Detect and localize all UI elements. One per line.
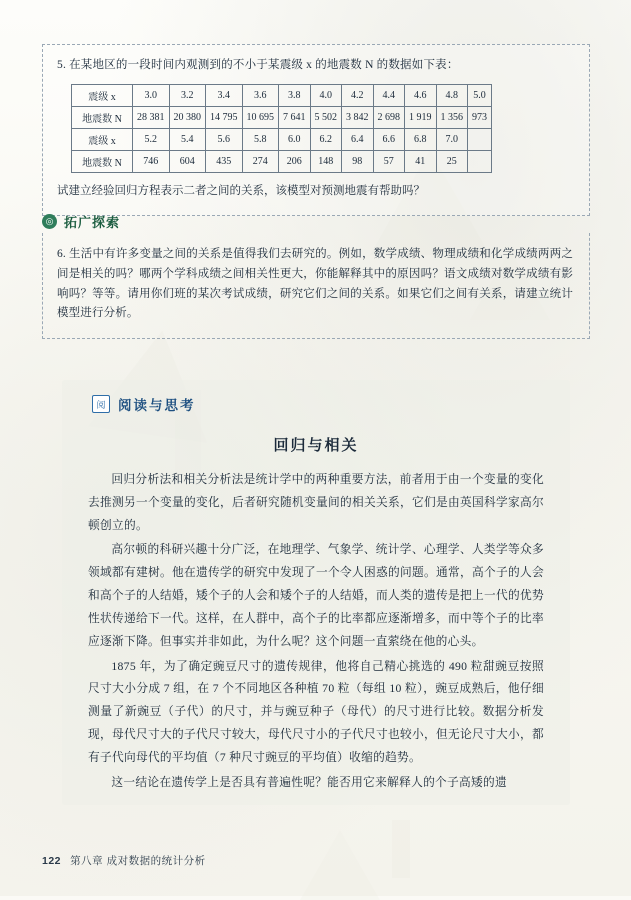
article-paragraph: 回归分析法和相关分析法是统计学中的两种重要方法，前者用于由一个变量的变化去推测另一个变量的变化，后者研究随机变量间的相关关系，它们是由英国科学家高尔顿创立的。 [88,473,544,532]
cell-x1-4: 3.8 [279,84,311,106]
cell-x2-9: 7.0 [436,128,468,150]
cell-x2-5: 6.2 [310,128,342,150]
cell-x2-7: 6.6 [373,128,405,150]
cell-n1-4: 7 641 [279,106,311,128]
cell-x2-6: 6.4 [342,128,374,150]
cell-n2-2: 435 [206,150,243,172]
row-label-count-1: 地震数 N [72,106,133,128]
watermark-bar-bottom-icon [392,820,410,878]
cell-n1-8: 1 919 [405,106,437,128]
cell-x1-3: 3.6 [242,84,279,106]
exercise-6-question: 6. 生活中有许多变量之间的关系是值得我们去研究的。例如，数学成绩、物理成绩和化学成绩两两之间是相关的吗？哪两个学科成绩之间相关性更大，你能解释其中的原因吗？语文成绩对数学成绩有影响吗？等等。请用你们班的某次考试成绩，研究它们之间的关系。如果它们之间有关系，请建立统计模型进行分析。 [57,248,573,320]
article-paragraph: 高尔顿的科研兴趣十分广泛，在地理学、气象学、统计学、心理学、人类学等众多领域都有建树。他在遗传学的研究中发现了一个令人困惑的问题。通常，高个子的人会和高个子的人结婚，矮个子的人会和矮个子的人结婚，而人类的遗传是把上一代的优势性状传递给下一代。这样，在人群中，高个子的比率都应逐渐增多，而中等个子的比率应逐渐下降。但事实并非如此，为什么呢？这个问题一直萦绕在他的心头。 [88,543,544,648]
cell-n2-1: 604 [169,150,206,172]
row-label-magnitude-2: 震级 x [72,128,133,150]
cell-n2-4: 206 [279,150,311,172]
cell-n1-3: 10 695 [242,106,279,128]
table-row [72,128,492,150]
reading-label: 阅读与思考 [118,398,196,413]
reading-header [92,394,544,414]
cell-n2-3: 274 [242,150,279,172]
cell-n1-7: 2 698 [373,106,405,128]
table-row [72,84,492,106]
cell-x1-8: 4.6 [405,84,437,106]
cell-x1-7: 4.4 [373,84,405,106]
cell-x1-5: 4.0 [310,84,342,106]
explore-badge-icon: ◎ [42,214,57,229]
reading-badge-icon: 阅 [92,395,110,413]
exercise-5-block [42,44,590,216]
cell-x2-2: 5.6 [206,128,243,150]
table-row [72,106,492,128]
row-label-count-2: 地震数 N [72,150,133,172]
page-footer [42,853,206,868]
cell-x2-0: 5.2 [133,128,170,150]
cell-x2-3: 5.8 [242,128,279,150]
cell-x2-4: 6.0 [279,128,311,150]
cell-x2-1: 5.4 [169,128,206,150]
cell-n1-5: 5 502 [310,106,342,128]
cell-n1-0: 28 381 [133,106,170,128]
cell-n1-2: 14 795 [206,106,243,128]
cell-n1-6: 3 842 [342,106,374,128]
cell-n2-9: 25 [436,150,468,172]
cell-n2-0: 746 [133,150,170,172]
cell-x1-10: 5.0 [468,84,492,106]
earthquake-data-table [71,84,492,173]
watermark-triangle-bottom-icon [300,830,380,900]
cell-x2-pad [468,128,492,150]
cell-x1-2: 3.4 [206,84,243,106]
cell-n2-8: 41 [405,150,437,172]
article-title: 回归与相关 [273,438,359,454]
explore-section-title: 拓广探索 [64,215,121,230]
cell-x1-1: 3.2 [169,84,206,106]
exercise-5-followup: 试建立经验回归方程表示二者之间的关系，该模型对预测地震有帮助吗？ [57,184,425,197]
cell-x1-6: 4.2 [342,84,374,106]
cell-n1-1: 20 380 [169,106,206,128]
article-paragraph: 这一结论在遗传学上是否具有普遍性呢？能否用它来解释人的个子高矮的遗 [111,775,507,789]
cell-x1-9: 4.8 [436,84,468,106]
cell-n2-7: 57 [373,150,405,172]
explore-section-header [42,212,120,231]
cell-n1-9: 1 356 [436,106,468,128]
reading-and-thinking-panel [62,380,570,805]
article-paragraph: 1875 年，为了确定豌豆尺寸的遗传规律，他将自己精心挑选的 490 粒甜豌豆按照尺寸大小分成 7 组，在 7 个不同地区各种植 70 粒（每组 10 粒），豌豆成熟后，他仔细测量了新豌豆（子代）的尺寸，并与豌豆种子（母代）的尺寸进行比较。数据分析发现，母代尺寸大的子代尺寸较大，母代尺寸小的子代尺寸也较小，但无论尺寸大小，都有子代向母代的平均值（7 种尺寸豌豆的平均值）收缩的趋势。 [88,659,544,764]
exercise-5-question: 5. 在某地区的一段时间内观测到的不小于某震级 x 的地震数 N 的数据如下表： [57,59,459,71]
cell-n2-pad [468,150,492,172]
cell-n1-10: 973 [468,106,492,128]
exercise-6-block [42,233,590,339]
cell-x2-8: 6.8 [405,128,437,150]
cell-n2-5: 148 [310,150,342,172]
cell-x1-0: 3.0 [133,84,170,106]
row-label-magnitude-1: 震级 x [72,84,133,106]
cell-n2-6: 98 [342,150,374,172]
chapter-title: 第八章 成对数据的统计分析 [70,855,206,867]
page-number: 122 [42,855,62,867]
table-row [72,150,492,172]
